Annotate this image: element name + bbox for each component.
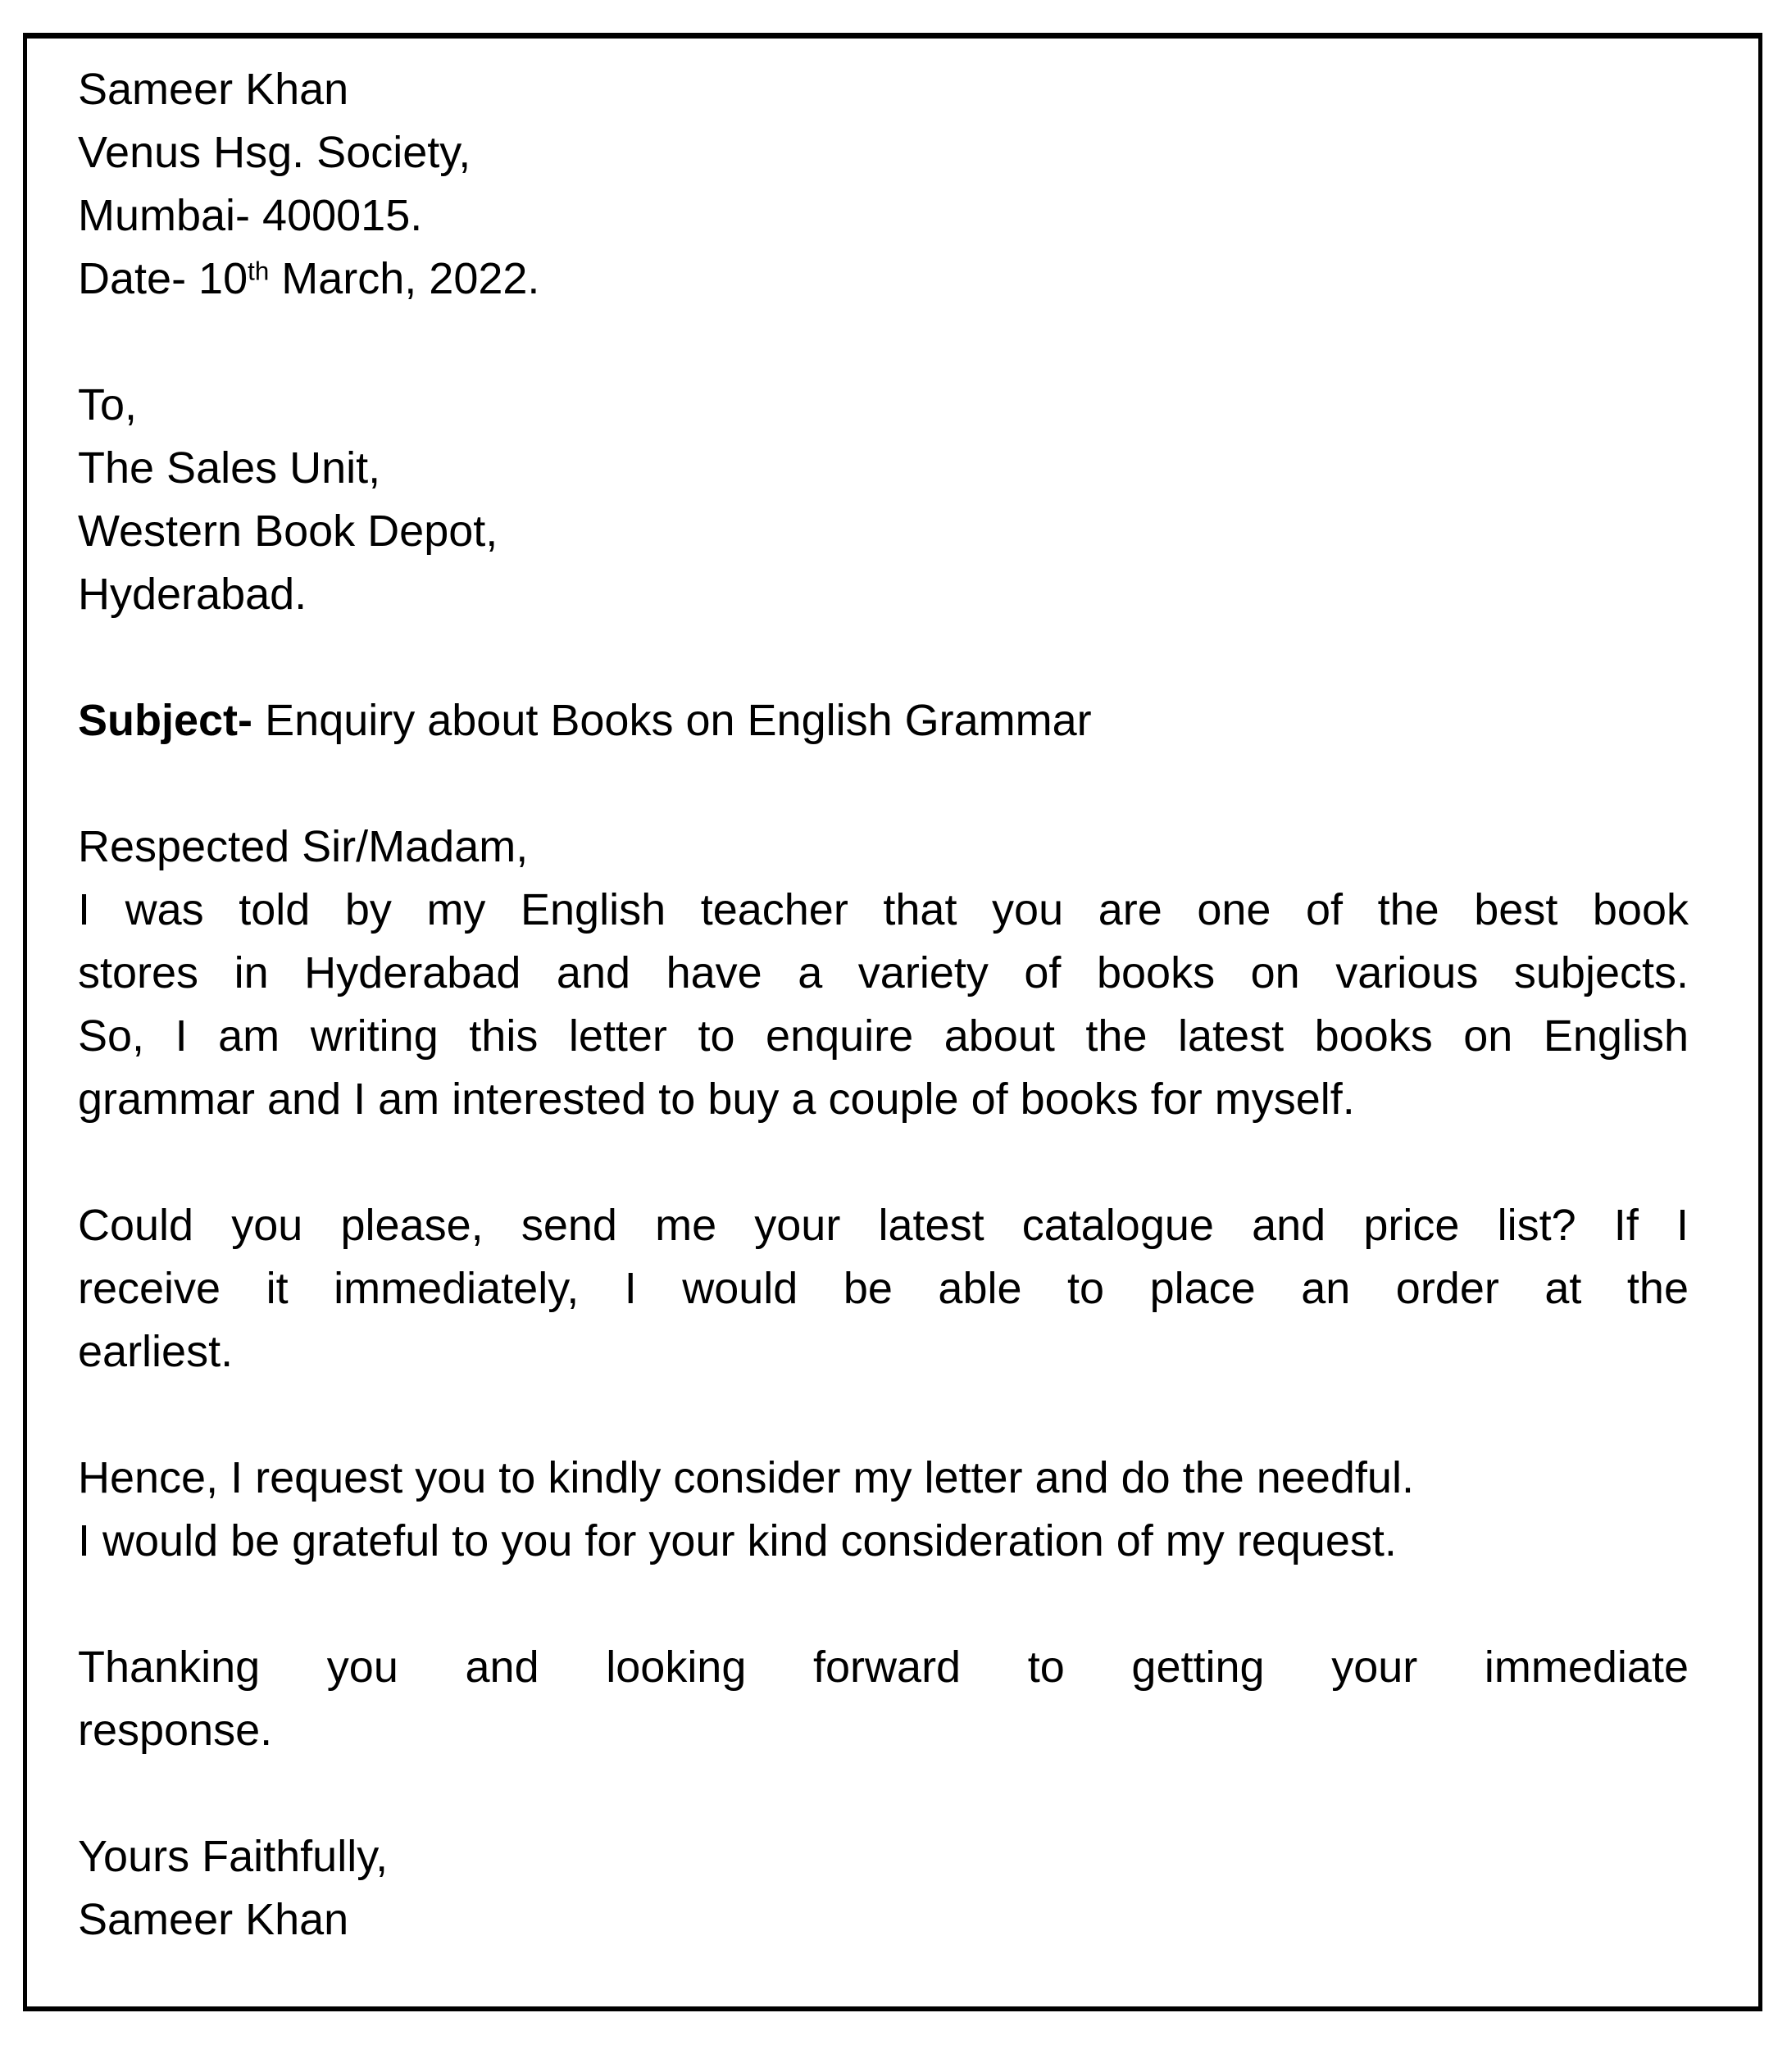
paragraph-line: earliest.: [78, 1327, 234, 1376]
recipient-to-line: To,: [78, 380, 138, 429]
sender-address-line2: Mumbai- 400015.: [78, 191, 423, 240]
date-superscript: th: [248, 257, 270, 286]
subject-text: Enquiry about Books on English Grammar: [265, 696, 1092, 745]
sender-address-block: [78, 58, 1689, 311]
sender-name: Sameer Khan: [78, 65, 349, 114]
date-suffix: March, 2022.: [269, 254, 540, 303]
body-paragraph-2: [78, 1194, 1689, 1384]
body-paragraph-3: [78, 1447, 1689, 1573]
paragraph-line: response.: [78, 1706, 273, 1755]
closing-valediction: Yours Faithfully,: [78, 1832, 389, 1881]
signature-name: Sameer Khan: [78, 1895, 349, 1944]
recipient-city-line: Hyderabad.: [78, 570, 307, 619]
paragraph-line: I was told by my English teacher that you are one of the best book: [78, 885, 1689, 934]
date-line: [78, 248, 1689, 311]
date-prefix: Date- 10: [78, 254, 248, 303]
closing-block: [78, 1825, 1689, 1952]
letter-page: [23, 33, 1762, 2011]
salutation-line: Respected Sir/Madam,: [78, 822, 529, 871]
subject-line: [78, 689, 1689, 752]
body-paragraph-1: [78, 816, 1689, 1131]
sender-address-line1: Venus Hsg. Society,: [78, 128, 471, 177]
paragraph-line: Hence, I request you to kindly consider my letter and do the needful.: [78, 1453, 1414, 1502]
recipient-book-depot-line: Western Book Depot,: [78, 507, 498, 556]
paragraph-line: Thanking you and looking forward to getting your immediate: [78, 1643, 1689, 1692]
paragraph-line: stores in Hyderabad and have a variety of books on various subjects.: [78, 948, 1689, 997]
paragraph-line: grammar and I am interested to buy a couple of books for myself.: [78, 1075, 1355, 1124]
paragraph-line: receive it immediately, I would be able to place an order at the: [78, 1264, 1689, 1313]
subject-label: Subject-: [78, 696, 253, 745]
body-paragraph-4: [78, 1636, 1689, 1762]
recipient-block: [78, 374, 1689, 626]
recipient-sales-unit-line: The Sales Unit,: [78, 443, 381, 493]
paragraph-line: I would be grateful to you for your kind consideration of my request.: [78, 1516, 1397, 1565]
paragraph-line: Could you please, send me your latest catalogue and price list? If I: [78, 1201, 1689, 1250]
paragraph-line: So, I am writing this letter to enquire about the latest books on English: [78, 1011, 1689, 1061]
